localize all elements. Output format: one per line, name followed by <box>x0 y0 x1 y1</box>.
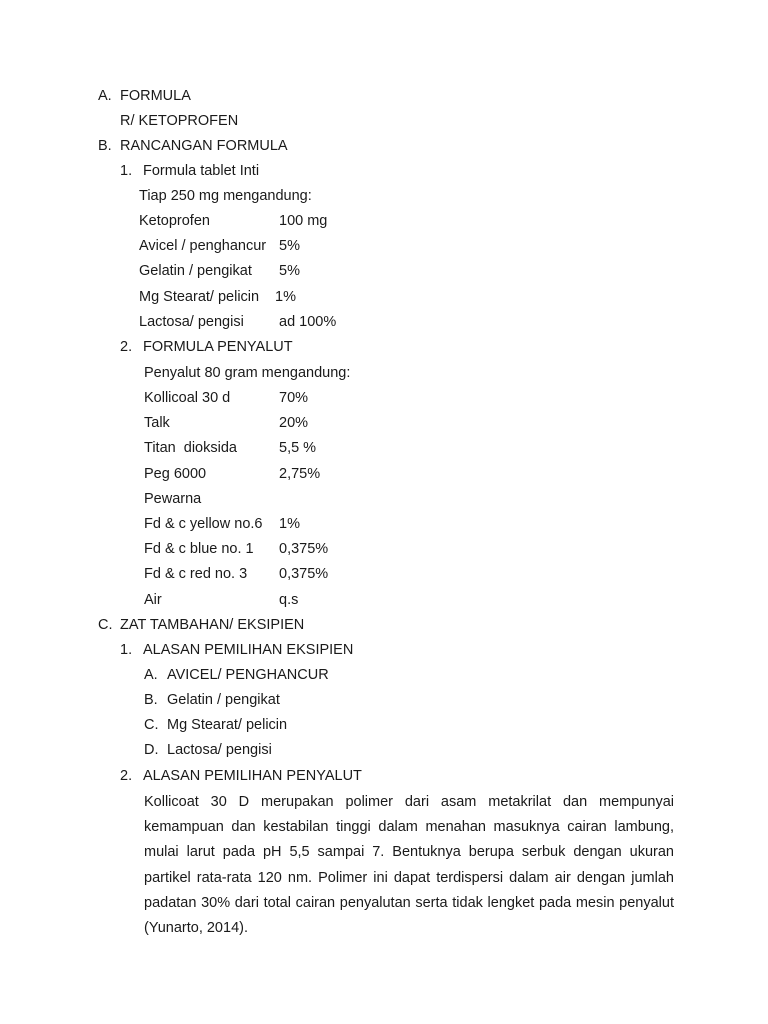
c2-marker: 2. <box>120 768 133 784</box>
section-b-marker: B. <box>98 138 112 154</box>
ingredient-name: Mg Stearat/ pelicin <box>139 289 260 305</box>
ingredient-name: Gelatin / pengikat <box>139 263 252 279</box>
section-c-marker: C. <box>98 617 113 633</box>
section-a-subtitle: R/ KETOPROFEN <box>120 113 239 129</box>
ingredient-name: Fd & c yellow no.6 <box>144 516 263 532</box>
subitem-label: Lactosa/ pengisi <box>167 742 272 758</box>
ingredient-name: Fd & c red no. 3 <box>144 566 248 582</box>
ingredient-value: 1% <box>279 516 300 532</box>
ingredient-value: 5% <box>279 263 300 279</box>
ingredient-value: ad 100% <box>279 314 337 330</box>
ingredient-name: Titan dioksida <box>144 440 237 456</box>
ingredient-name: Peg 6000 <box>144 466 207 482</box>
ingredient-value: 2,75% <box>279 466 321 482</box>
c1-subitem <box>144 741 272 759</box>
section-b-heading <box>98 137 288 155</box>
subitem-label: Gelatin / pengikat <box>167 692 280 708</box>
b2-title: FORMULA PENYALUT <box>143 339 293 355</box>
c1-heading <box>120 641 354 659</box>
c1-subitem <box>144 666 329 684</box>
c1-title: ALASAN PEMILIHAN EKSIPIEN <box>143 642 354 658</box>
ingredient-value: 0,375% <box>279 566 329 582</box>
subitem-label: Mg Stearat/ pelicin <box>167 717 288 733</box>
c2-heading <box>120 767 362 785</box>
ingredient-name: Ketoprofen <box>139 213 210 229</box>
ingredient-name: Fd & c blue no. 1 <box>144 541 254 557</box>
ingredient-value: 70% <box>279 390 309 406</box>
section-b-title: RANCANGAN FORMULA <box>120 138 288 154</box>
ingredient-name: Pewarna <box>144 491 202 507</box>
ingredient-name: Lactosa/ pengisi <box>139 314 244 330</box>
b2-marker: 2. <box>120 339 133 355</box>
b2-heading <box>120 338 293 356</box>
b1-title: Formula tablet Inti <box>143 163 260 179</box>
section-a-title: FORMULA <box>120 88 191 104</box>
subitem-label: AVICEL/ PENGHANCUR <box>167 667 329 683</box>
section-c-title: ZAT TAMBAHAN/ EKSIPIEN <box>120 617 305 633</box>
c2-paragraph: Kollicoat 30 D merupakan polimer dari asam metakrilat dan mempunyai kemampuan dan kestabilan tinggi dalam menahan masuknya cairan lambung, mulai larut pada pH 5,5 sampai 7. Bentuknya berupa serbuk dengan ukuran partikel rata-rata 120 nm. Polimer ini dapat terdispersi dalam air dengan jumlah padatan 30% dari total cairan penyalutan serta tidak lengket pada mesin penyalut (Yunarto, 2014). <box>144 794 674 937</box>
c2-title: ALASAN PEMILIHAN PENYALUT <box>143 768 362 784</box>
subitem-marker: B. <box>144 692 158 708</box>
c1-marker: 1. <box>120 642 133 658</box>
c1-subitem <box>144 691 280 709</box>
ingredient-name: Air <box>144 592 162 608</box>
b2-intro: Penyalut 80 gram mengandung: <box>144 365 351 381</box>
ingredient-value: 0,375% <box>279 541 329 557</box>
b1-marker: 1. <box>120 163 133 179</box>
section-a-marker: A. <box>98 88 112 104</box>
subitem-marker: A. <box>144 667 158 683</box>
section-a-heading <box>98 87 191 105</box>
ingredient-value: 5,5 % <box>279 440 317 456</box>
b1-heading <box>120 162 260 180</box>
section-c-heading <box>98 616 305 634</box>
ingredient-value: 1% <box>275 289 296 305</box>
ingredient-value: 20% <box>279 415 309 431</box>
ingredient-value: q.s <box>279 592 299 608</box>
ingredient-value: 5% <box>279 238 300 254</box>
c1-subitem <box>144 716 288 734</box>
subitem-marker: D. <box>144 742 159 758</box>
ingredient-value: 100 mg <box>279 213 328 229</box>
ingredient-name: Talk <box>144 415 170 431</box>
ingredient-name: Avicel / penghancur <box>139 238 267 254</box>
ingredient-name: Kollicoal 30 d <box>144 390 231 406</box>
subitem-marker: C. <box>144 717 159 733</box>
b1-intro: Tiap 250 mg mengandung: <box>139 188 312 204</box>
